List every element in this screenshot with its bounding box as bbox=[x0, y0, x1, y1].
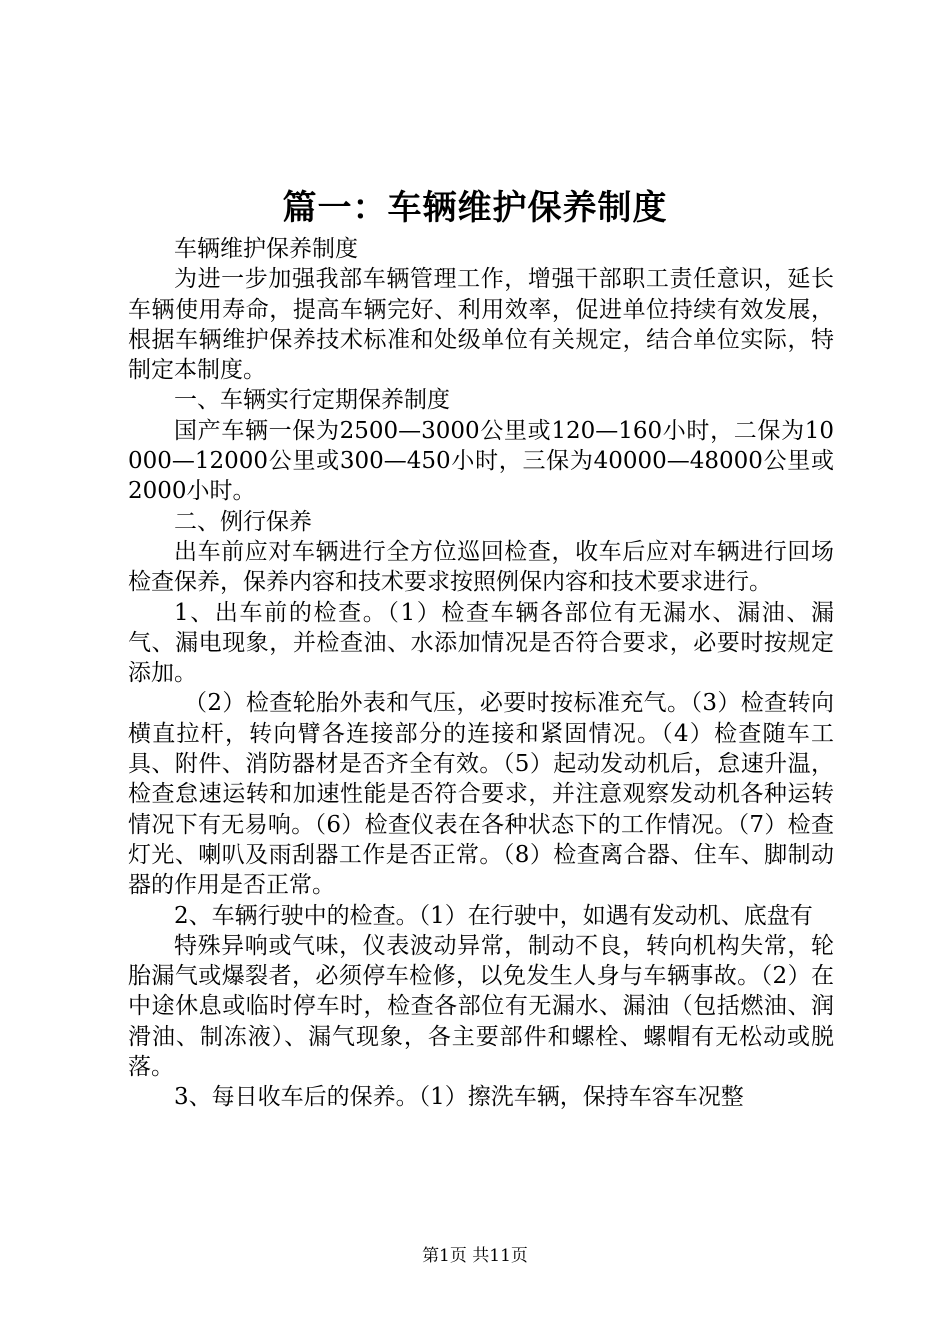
paragraph-routine-overview: 出车前应对车辆进行全方位巡回检查，收车后应对车辆进行回场检查保养，保养内容和技术要求按照例保内容和技术要求进行。 bbox=[128, 538, 834, 596]
section-heading-routine-maintenance: 二、例行保养 bbox=[174, 508, 312, 535]
document-body bbox=[128, 234, 834, 1113]
paragraph-driving-check-continued: 特殊异响或气味，仪表波动异常，制动不良，转向机构失常，轮胎漏气或爆裂者，必须停车检修，以免发生人身与车辆事故。（2）在中途休息或临时停车时，检查各部位有无漏水、漏油（包括燃油、润滑油、制冻液）、漏气现象，各主要部件和螺栓、螺帽有无松动或脱落。 bbox=[128, 932, 834, 1081]
paragraph-driving-check: 2、车辆行驶中的检查。（1）在行驶中，如遇有发动机、底盘有 bbox=[174, 902, 813, 929]
paragraph-pre-departure-check: 1、出车前的检查。（1）检查车辆各部位有无漏水、漏油、漏气、漏电现象，并检查油、水添加情况是否符合要求，必要时按规定添加。 bbox=[128, 599, 834, 687]
paragraph-pre-departure-check-continued: （2）检查轮胎外表和气压，必要时按标准充气。（3）检查转向横直拉杆，转向臂各连接部分的连接和紧固情况。（4）检查随车工具、附件、消防器材是否齐全有效。（5）起动发动机后，怠速升温，检查怠速运转和加速性能是否符合要求，并注意观察发动机各种运转情况下有无易响。（6）检查仪表在各种状态下的工作情况。（7）检查灯光、喇叭及雨刮器工作是否正常。（8）检查离合器、住车、脚制动器的作用是否正常。 bbox=[128, 690, 834, 899]
paragraph-intro: 为进一步加强我部车辆管理工作，增强干部职工责任意识，延长车辆使用寿命，提高车辆完好、利用效率，促进单位持续有效发展，根据车辆维护保养技术标准和处级单位有关规定，结合单位实际，特制定本制度。 bbox=[128, 266, 834, 384]
paragraph-maintenance-intervals: 国产车辆一保为2500—3000公里或120—160小时，二保为10000—12000公里或300—450小时，三保为40000—48000公里或2000小时。 bbox=[128, 417, 834, 505]
page-footer: 第1页 共11页 bbox=[422, 1246, 528, 1266]
paragraph-daily-post-trip: 3、每日收车后的保养。（1）擦洗车辆，保持车容车况整 bbox=[174, 1084, 744, 1111]
document-title: 篇一：车辆维护保养制度 bbox=[282, 188, 668, 228]
paragraph-subtitle: 车辆维护保养制度 bbox=[174, 236, 358, 262]
section-heading-periodic-maintenance: 一、车辆实行定期保养制度 bbox=[174, 387, 450, 414]
